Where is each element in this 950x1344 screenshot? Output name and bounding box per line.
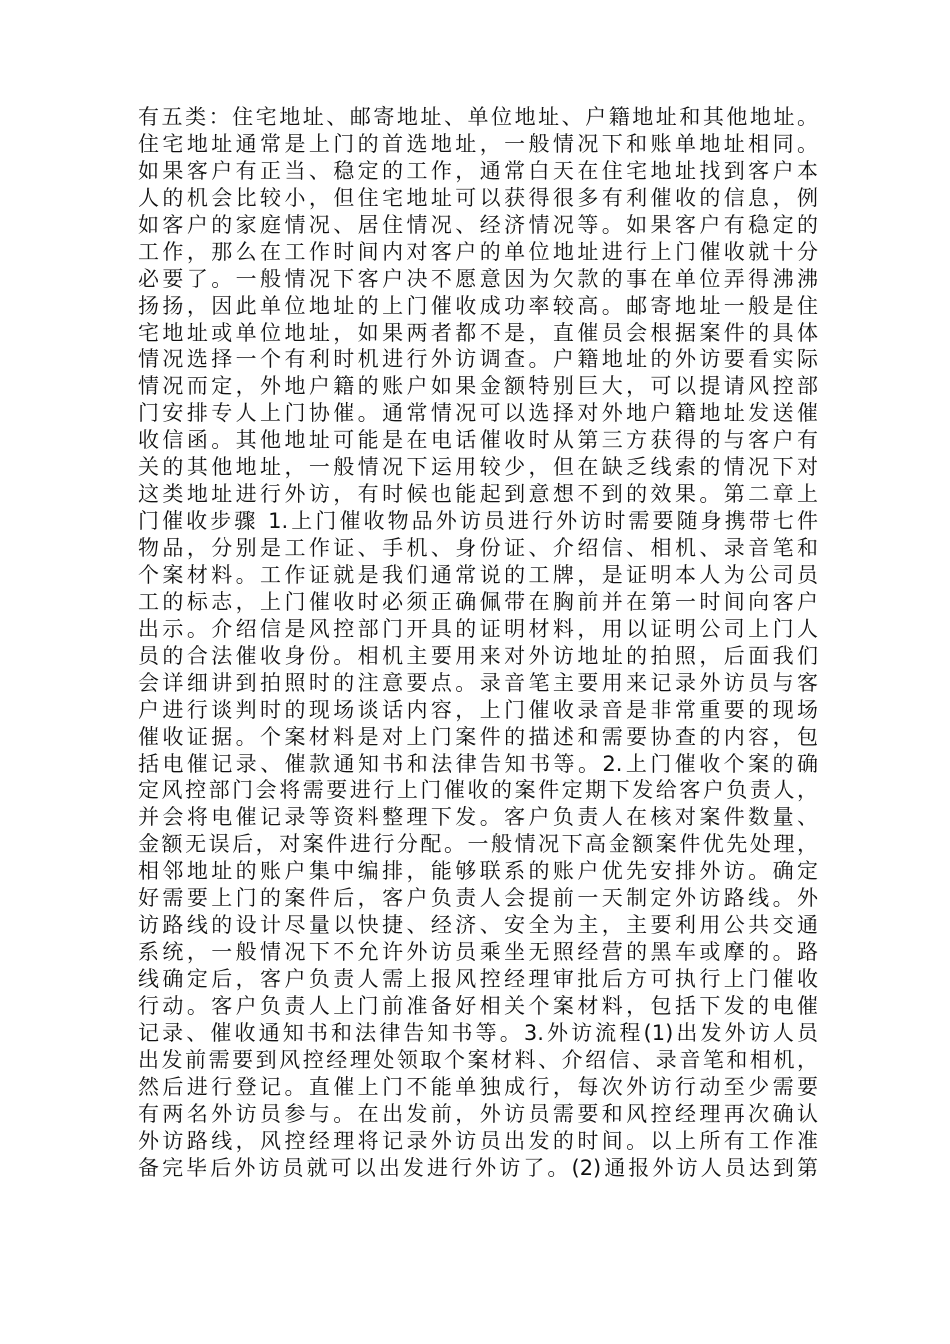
text-line: 出发前需要到风控经理处领取个案材料、介绍信、录音笔和相机，	[138, 1047, 818, 1072]
text-line: 相邻地址的账户集中编排，能够联系的账户优先安排外访。确定	[138, 859, 818, 884]
text-line: 线确定后，客户负责人需上报风控经理审批后方可执行上门催收	[138, 967, 818, 991]
text-line: 如果客户有正当、稳定的工作，通常白天在住宅地址找到客户本	[138, 158, 818, 183]
text-line: 如客户的家庭情况、居住情况、经济情况等。如果客户有稳定的	[138, 212, 818, 237]
text-line: 记录、催收通知书和法律告知书等。3.外访流程(1)出发外访人员	[138, 1020, 818, 1045]
text-line: 出示。介绍信是风控部门开具的证明材料，用以证明公司上门人	[138, 616, 818, 641]
text-line: 有两名外访员参与。在出发前，外访员需要和风控经理再次确认	[138, 1101, 818, 1126]
text-line: 括电催记录、催款通知书和法律告知书等。2.上门催收个案的确	[138, 751, 818, 776]
text-line: 这类地址进行外访，有时候也能起到意想不到的效果。第二章上	[138, 482, 818, 507]
text-line: 门催收步骤 1.上门催收物品外访员进行外访时需要随身携带七件	[138, 509, 818, 534]
text-line: 门安排专人上门协催。通常情况可以选择对外地户籍地址发送催	[138, 401, 818, 426]
text-line: 然后进行登记。直催上门不能单独成行，每次外访行动至少需要	[138, 1074, 818, 1099]
text-line: 访路线的设计尽量以快捷、经济、安全为主，主要利用公共交通	[138, 913, 818, 938]
text-line: 个案材料。工作证就是我们通常说的工牌，是证明本人为公司员	[138, 562, 818, 587]
text-line: 住宅地址通常是上门的首选地址，一般情况下和账单地址相同。	[138, 131, 818, 156]
body-text	[138, 104, 818, 1182]
text-line: 备完毕后外访员就可以出发进行外访了。(2)通报外访人员达到第	[138, 1155, 818, 1180]
text-line: 好需要上门的案件后，客户负责人会提前一天制定外访路线。外	[138, 886, 818, 911]
text-line: 会详细讲到拍照时的注意要点。录音笔主要用来记录外访员与客	[138, 670, 818, 695]
text-line: 工的标志，上门催收时必须正确佩带在胸前并在第一时间向客户	[138, 589, 818, 614]
text-line: 定风控部门会将需要进行上门催收的案件定期下发给客户负责人，	[138, 778, 818, 803]
text-line: 行动。客户负责人上门前准备好相关个案材料，包括下发的电催	[138, 993, 818, 1018]
text-line: 户进行谈判时的现场谈话内容，上门催收录音是非常重要的现场	[138, 697, 818, 722]
text-line: 宅地址或单位地址，如果两者都不是，直催员会根据案件的具体	[138, 320, 818, 345]
text-line: 有五类：住宅地址、邮寄地址、单位地址、户籍地址和其他地址。	[138, 105, 818, 129]
text-line: 关的其他地址，一般情况下运用较少，但在缺乏线索的情况下对	[138, 455, 818, 480]
text-line: 必要了。一般情况下客户决不愿意因为欠款的事在单位弄得沸沸	[138, 266, 818, 291]
text-line: 人的机会比较小，但住宅地址可以获得很多有利催收的信息，例	[138, 185, 818, 210]
text-line: 并会将电催记录等资料整理下发。客户负责人在核对案件数量、	[138, 805, 818, 830]
text-line: 物品，分别是工作证、手机、身份证、介绍信、相机、录音笔和	[138, 536, 818, 560]
text-line: 外访路线，风控经理将记录外访员出发的时间。以上所有工作准	[138, 1128, 818, 1153]
text-line: 系统，一般情况下不允许外访员乘坐无照经营的黑车或摩的。路	[138, 940, 818, 965]
text-line: 扬扬，因此单位地址的上门催收成功率较高。邮寄地址一般是住	[138, 293, 818, 318]
text-line: 情况选择一个有利时机进行外访调查。户籍地址的外访要看实际	[138, 347, 818, 372]
text-line: 工作，那么在工作时间内对客户的单位地址进行上门催收就十分	[138, 239, 818, 264]
text-line: 金额无误后，对案件进行分配。一般情况下高金额案件优先处理，	[138, 832, 818, 857]
text-line: 情况而定，外地户籍的账户如果金额特别巨大，可以提请风控部	[138, 374, 818, 399]
text-line: 员的合法催收身份。相机主要用来对外访地址的拍照，后面我们	[138, 643, 818, 668]
text-line: 收信函。其他地址可能是在电话催收时从第三方获得的与客户有	[138, 428, 818, 453]
text-line: 催收证据。个案材料是对上门案件的描述和需要协查的内容，包	[138, 724, 818, 749]
